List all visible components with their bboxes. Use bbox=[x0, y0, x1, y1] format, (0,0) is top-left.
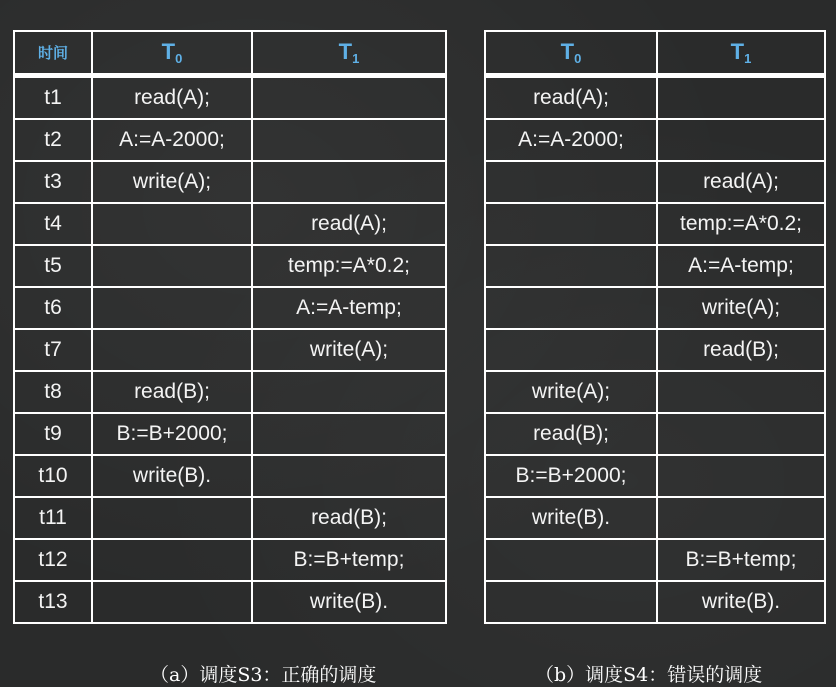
t0-cell: read(B); bbox=[485, 413, 657, 455]
t1-cell: read(A); bbox=[657, 161, 825, 203]
t1-cell bbox=[252, 455, 446, 497]
t1-cell bbox=[657, 455, 825, 497]
table-row bbox=[14, 581, 446, 623]
time-cell: t7 bbox=[14, 329, 92, 371]
t0-cell: write(A); bbox=[92, 161, 252, 203]
table-row bbox=[14, 245, 446, 287]
table-row bbox=[14, 413, 446, 455]
t0-cell bbox=[485, 581, 657, 623]
t0-cell bbox=[485, 161, 657, 203]
t1-cell: write(A); bbox=[252, 329, 446, 371]
t0-cell: A:=A-2000; bbox=[485, 119, 657, 161]
t1-cell bbox=[657, 76, 825, 120]
t1-cell: B:=B+temp; bbox=[657, 539, 825, 581]
table-header-row bbox=[14, 31, 446, 76]
t0-cell bbox=[485, 329, 657, 371]
t1-cell: read(B); bbox=[252, 497, 446, 539]
t0-cell: write(B). bbox=[92, 455, 252, 497]
t0-cell bbox=[92, 245, 252, 287]
header-t0 bbox=[485, 31, 657, 76]
table-row bbox=[14, 161, 446, 203]
table-row bbox=[485, 371, 825, 413]
caption-schedule-s3: （a）调度S3：正确的调度 bbox=[150, 664, 377, 686]
t1-cell: A:=A-temp; bbox=[252, 287, 446, 329]
t0-cell bbox=[485, 245, 657, 287]
t0-cell bbox=[485, 203, 657, 245]
table-row bbox=[14, 455, 446, 497]
time-cell: t12 bbox=[14, 539, 92, 581]
t1-cell: B:=B+temp; bbox=[252, 539, 446, 581]
table-row bbox=[485, 329, 825, 371]
schedule-s3-table bbox=[13, 30, 447, 624]
table-row bbox=[14, 119, 446, 161]
header-t1-main: T bbox=[730, 39, 745, 64]
t1-cell bbox=[252, 76, 446, 120]
t1-cell: write(B). bbox=[657, 581, 825, 623]
t0-cell: read(A); bbox=[92, 76, 252, 120]
t0-cell bbox=[92, 497, 252, 539]
table-row bbox=[485, 161, 825, 203]
header-t1-sub: 1 bbox=[352, 51, 360, 66]
table-row bbox=[14, 539, 446, 581]
table-row bbox=[485, 287, 825, 329]
time-cell: t4 bbox=[14, 203, 92, 245]
time-cell: t9 bbox=[14, 413, 92, 455]
t1-cell: temp:=A*0.2; bbox=[252, 245, 446, 287]
t0-cell: write(A); bbox=[485, 371, 657, 413]
t1-cell bbox=[252, 119, 446, 161]
t0-cell: read(B); bbox=[92, 371, 252, 413]
table-row bbox=[485, 413, 825, 455]
t0-cell bbox=[92, 539, 252, 581]
t1-cell bbox=[657, 497, 825, 539]
time-cell: t6 bbox=[14, 287, 92, 329]
table-row bbox=[14, 497, 446, 539]
header-t1-main: T bbox=[338, 39, 353, 64]
header-t0-main: T bbox=[161, 39, 176, 64]
t1-cell bbox=[657, 371, 825, 413]
table-header-row bbox=[485, 31, 825, 76]
table-row bbox=[485, 76, 825, 120]
time-cell: t11 bbox=[14, 497, 92, 539]
time-cell: t5 bbox=[14, 245, 92, 287]
t1-cell bbox=[252, 161, 446, 203]
time-cell: t13 bbox=[14, 581, 92, 623]
header-t1 bbox=[252, 31, 446, 76]
t0-cell bbox=[485, 539, 657, 581]
table-row bbox=[14, 76, 446, 120]
t0-cell: B:=B+2000; bbox=[485, 455, 657, 497]
t0-cell bbox=[92, 287, 252, 329]
t1-cell: write(A); bbox=[657, 287, 825, 329]
t0-cell: A:=A-2000; bbox=[92, 119, 252, 161]
schedule-s4-table bbox=[484, 30, 826, 624]
time-cell: t3 bbox=[14, 161, 92, 203]
header-t0-main: T bbox=[560, 39, 575, 64]
table-row bbox=[485, 455, 825, 497]
table-row bbox=[14, 371, 446, 413]
t0-cell bbox=[92, 203, 252, 245]
header-time: 时间 bbox=[14, 31, 92, 76]
t0-cell: B:=B+2000; bbox=[92, 413, 252, 455]
table-row bbox=[485, 245, 825, 287]
t1-cell bbox=[657, 119, 825, 161]
table-row bbox=[485, 539, 825, 581]
t0-cell: write(B). bbox=[485, 497, 657, 539]
t1-cell bbox=[252, 413, 446, 455]
t0-cell: read(A); bbox=[485, 76, 657, 120]
header-t0-sub: 0 bbox=[175, 51, 183, 66]
t1-cell: write(B). bbox=[252, 581, 446, 623]
t1-cell: temp:=A*0.2; bbox=[657, 203, 825, 245]
t1-cell bbox=[657, 413, 825, 455]
t1-cell bbox=[252, 371, 446, 413]
table-row bbox=[485, 119, 825, 161]
table-row bbox=[485, 581, 825, 623]
header-t1-sub: 1 bbox=[744, 51, 752, 66]
header-t0-sub: 0 bbox=[574, 51, 582, 66]
t0-cell bbox=[92, 581, 252, 623]
table-row bbox=[485, 497, 825, 539]
caption-schedule-s4: （b）调度S4：错误的调度 bbox=[535, 664, 763, 686]
t1-cell: A:=A-temp; bbox=[657, 245, 825, 287]
table-row bbox=[14, 287, 446, 329]
time-cell: t1 bbox=[14, 76, 92, 120]
time-cell: t2 bbox=[14, 119, 92, 161]
table-row bbox=[485, 203, 825, 245]
time-cell: t10 bbox=[14, 455, 92, 497]
t0-cell bbox=[92, 329, 252, 371]
table-row bbox=[14, 203, 446, 245]
header-t0 bbox=[92, 31, 252, 76]
t1-cell: read(B); bbox=[657, 329, 825, 371]
t1-cell: read(A); bbox=[252, 203, 446, 245]
time-cell: t8 bbox=[14, 371, 92, 413]
t0-cell bbox=[485, 287, 657, 329]
table-row bbox=[14, 329, 446, 371]
header-t1 bbox=[657, 31, 825, 76]
